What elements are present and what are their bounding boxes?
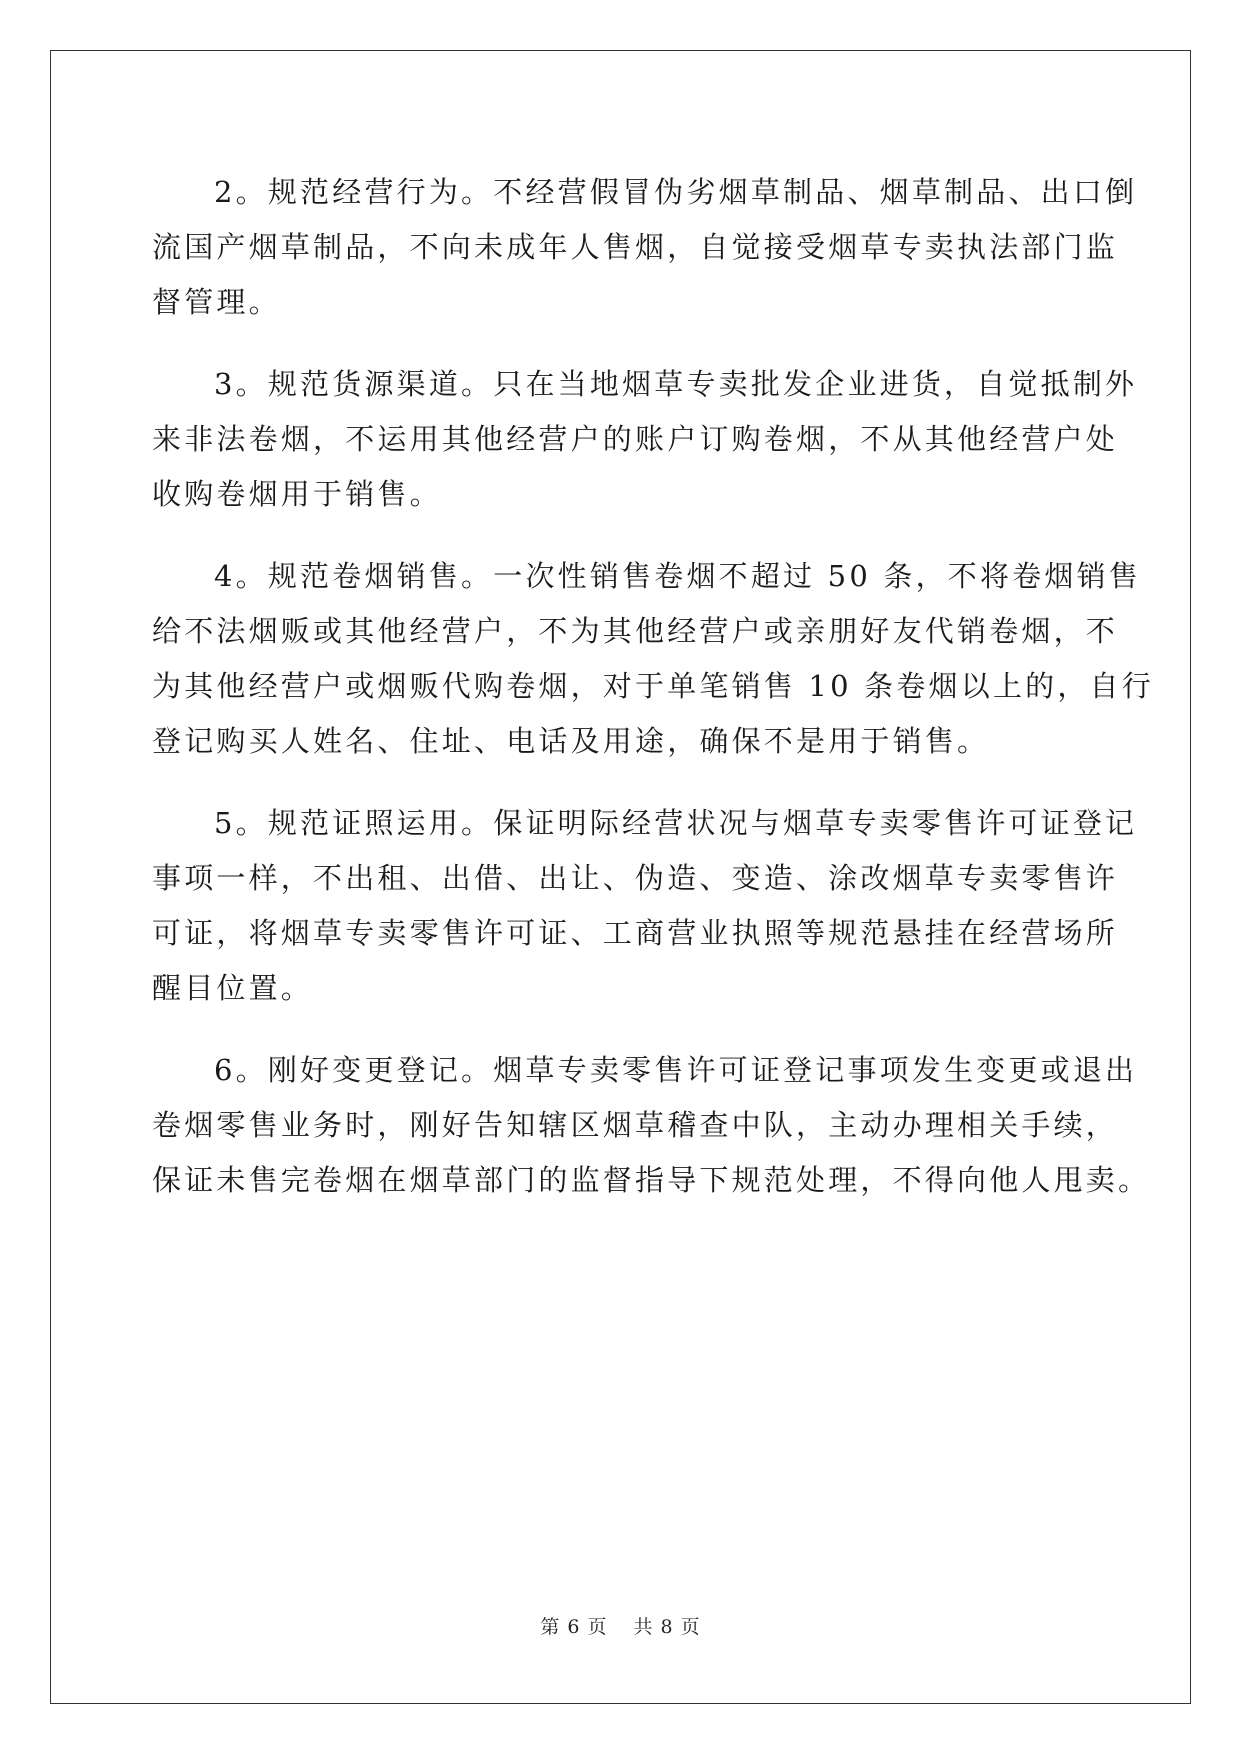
paragraph-line: 6。刚好变更登记。烟草专卖零售许可证登记事项发生变更或退出 — [214, 1053, 1138, 1087]
paragraph-2 — [152, 165, 1138, 330]
paragraph-line: 2。规范经营行为。不经营假冒伪劣烟草制品、烟草制品、出口倒 — [214, 175, 1138, 209]
paragraph-line: 5。规范证照运用。保证明际经营状况与烟草专卖零售许可证登记 — [214, 806, 1138, 840]
page-number: 第 6 页 — [540, 1616, 608, 1638]
paragraph-line: 4。规范卷烟销售。一次性销售卷烟不超过 50 条，不将卷烟销售 — [214, 559, 1141, 593]
page-total: 共 8 页 — [633, 1616, 701, 1638]
page-footer — [0, 1612, 1241, 1639]
paragraph-line: 收购卷烟用于销售。 — [152, 477, 442, 511]
paragraph-line: 督管理。 — [152, 285, 281, 319]
paragraph-line: 给不法烟贩或其他经营户，不为其他经营户或亲朋好友代销卷烟，不 — [152, 614, 1119, 648]
paragraph-line: 可证，将烟草专卖零售许可证、工商营业执照等规范悬挂在经营场所 — [152, 916, 1119, 950]
paragraph-line: 为其他经营户或烟贩代购卷烟，对于单笔销售 10 条卷烟以上的，自行 — [152, 669, 1154, 703]
paragraph-line: 卷烟零售业务时，刚好告知辖区烟草稽查中队，主动办理相关手续， — [152, 1108, 1119, 1142]
paragraph-line: 事项一样，不出租、出借、出让、伪造、变造、涂改烟草专卖零售许 — [152, 861, 1119, 895]
paragraph-line: 醒目位置。 — [152, 971, 314, 1005]
paragraph-line: 保证未售完卷烟在烟草部门的监督指导下规范处理，不得向他人甩卖。 — [152, 1163, 1151, 1197]
paragraph-line: 登记购买人姓名、住址、电话及用途，确保不是用于销售。 — [152, 724, 990, 758]
document-body — [152, 165, 1154, 1235]
paragraph-line: 来非法卷烟，不运用其他经营户的账户订购卷烟，不从其他经营户处 — [152, 422, 1119, 456]
paragraph-6 — [152, 1043, 1151, 1208]
paragraph-line: 3。规范货源渠道。只在当地烟草专卖批发企业进货，自觉抵制外 — [214, 367, 1138, 401]
paragraph-3 — [152, 357, 1138, 522]
paragraph-4 — [152, 549, 1154, 769]
paragraph-5 — [152, 796, 1138, 1016]
paragraph-line: 流国产烟草制品，不向未成年人售烟，自觉接受烟草专卖执法部门监 — [152, 230, 1119, 264]
